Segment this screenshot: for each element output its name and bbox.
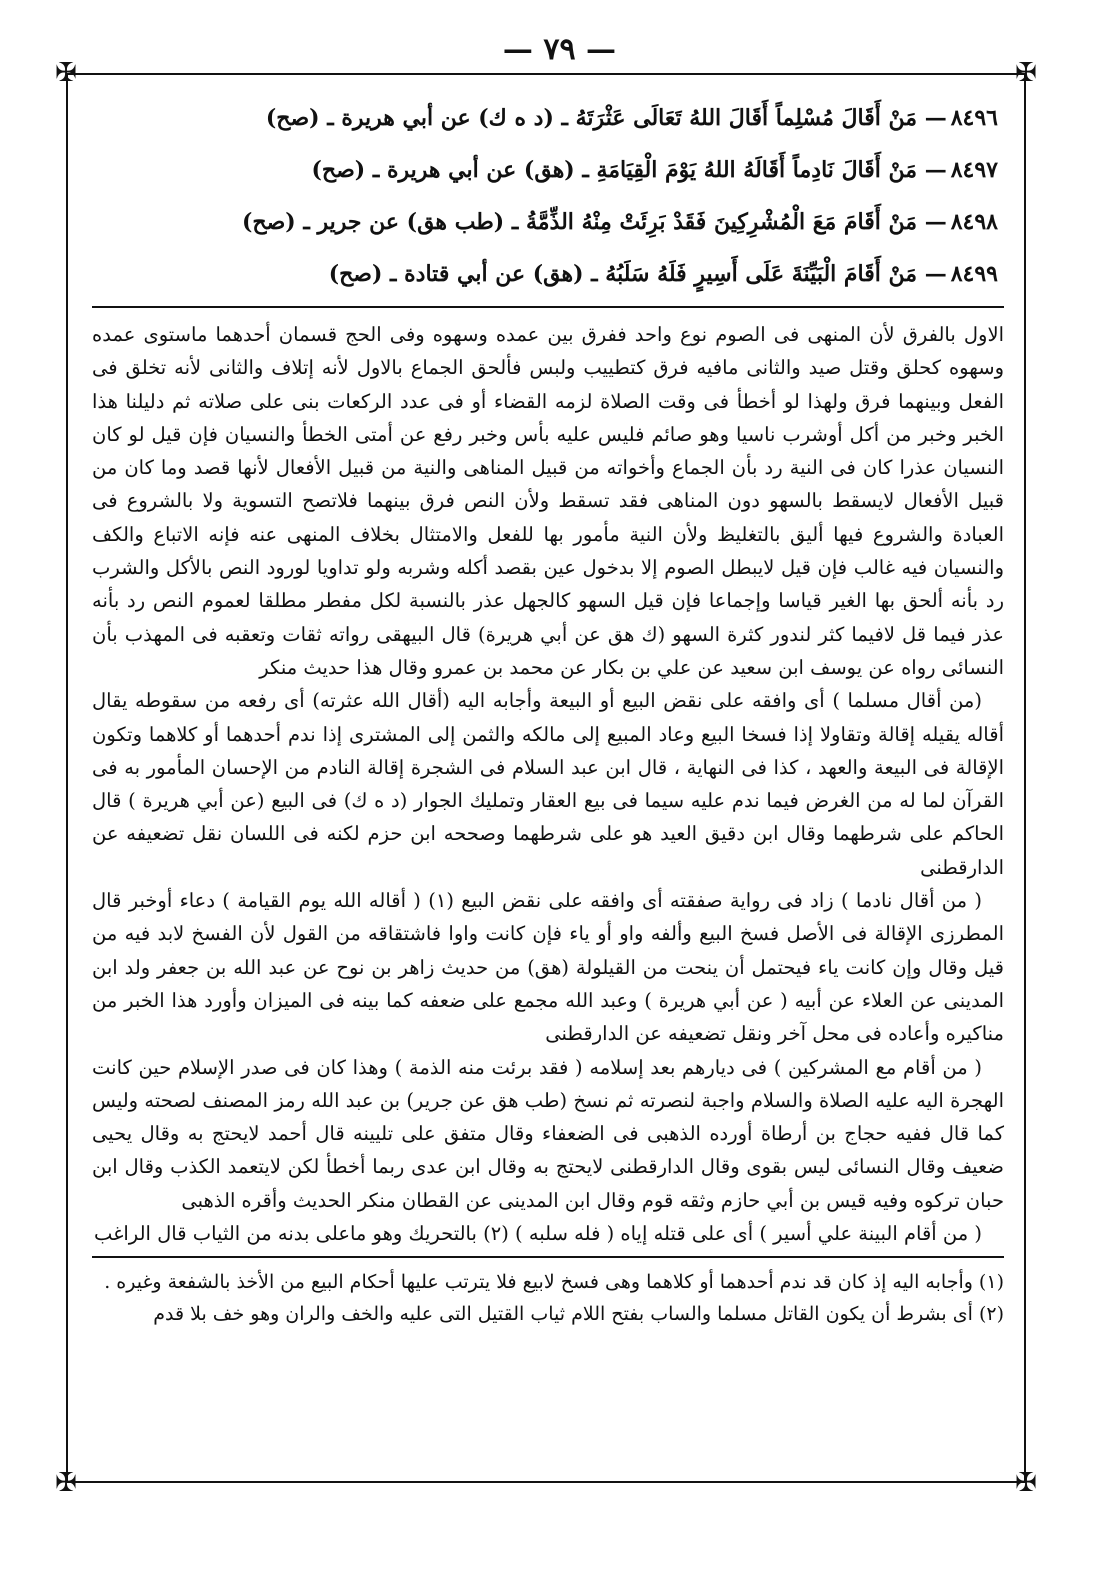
- commentary-paragraph: ( من أقام البينة علي أسير ) أى على قتله إياه ( فله سلبه ) (٢) بالتحريك وهو ماعلى بدنه من الثياب قال الراغب: [94, 1222, 982, 1246]
- commentary-paragraph: ( من أقام مع المشركين ) فى ديارهم بعد إسلامه ( فقد برئت منه الذمة ) وهذا كان فى صدر الإسلام حين كانت الهجرة اليه عليه الصلاة والسلام واجبة لنصرته ثم نسخ (طب هق عن جرير) بن عبد الله رمز المصنف لصحته وليس كما قال ففيه حجاج بن أرطاة أورده الذهبى فى الضعفاء وقال متفق على تليينه قال أحمد لايحتج به وقال يحيى ضعيف وقال النسائى ليس بقوى وقال الدارقطنى لايحتج به وقال ابن عدى ربما أخطأ لكن لايتعمد الكذب وقال ابن حبان تركوه وفيه قيس بن أبي حازم وثقه قوم وقال ابن المدينى عن القطان منكر الحديث وأقره الذهبى: [92, 1055, 1004, 1212]
- page-content: [92, 92, 1004, 1330]
- corner-ornament-icon: ✠: [1015, 58, 1037, 88]
- page-number: — ٧٩ —: [502, 32, 617, 67]
- footnotes-section: [92, 1266, 1004, 1330]
- hadith-entry: [92, 248, 1004, 300]
- hadith-entry: [92, 144, 1004, 196]
- hadith-number: ٨٤٩٨: [950, 209, 998, 235]
- footnote-divider: [92, 1256, 1004, 1258]
- commentary-paragraph: ( من أقال نادما ) زاد فى رواية صفقته أى وافقه على نقض البيع (١) ( أقاله الله يوم القيامة ) دعاء أوخبر قال المطرزى الإقالة فى الأصل فسخ البيع وألفه واو أو ياء فإن كانت واوا فاشتقاقه من القول لأن الفسخ لابد فيه من قيل وقال وإن كانت ياء فيحتمل أن ينحت من القيلولة (هق) من حديث زاهر بن نوح عن عبد الله بن جعفر ولد ابن المدينى عن العلاء عن أبيه ( عن أبي هريرة ) وعبد الله مجمع على ضعفه كما بينه فى الميزان وأورد هذا الخبر من مناكيره وأعاده فى محل آخر ونقل تضعيفه عن الدارقطنى: [92, 889, 1004, 1046]
- hadith-list: [92, 92, 1004, 300]
- footnote: (١) وأجابه اليه إذ كان قد ندم أحدهما أو كلاهما وهى فسخ لابيع فلا يترتب عليها أحكام البيع من الأخذ بالشفعة وغيره .: [104, 1271, 1004, 1294]
- hadith-entry: [92, 92, 1004, 144]
- commentary-section: [92, 318, 1004, 1250]
- corner-ornament-icon: ✠: [55, 1468, 77, 1498]
- footnote: (٢) أى بشرط أن يكون القاتل مسلما والساب بفتح اللام ثياب القتيل التى عليه والخف والران وهو خف بلا قدم: [153, 1303, 1004, 1326]
- section-divider: [92, 306, 1004, 308]
- hadith-number: ٨٤٩٩: [950, 261, 998, 287]
- hadith-text: — مَنْ أَقَامَ الْبَيِّنَةَ عَلَى أَسِيرٍ فَلَهُ سَلَبُهُ ـ (هق) عن أبي قتادة ـ (صح): [328, 261, 947, 287]
- hadith-entry: [92, 196, 1004, 248]
- hadith-text: — مَنْ أَقَالَ نَادِماً أَقَالَهُ اللهُ يَوْمَ الْقِيَامَةِ ـ (هق) عن أبي هريرة ـ (صح): [311, 157, 947, 183]
- hadith-number: ٨٤٩٦: [950, 105, 998, 131]
- hadith-text: — مَنْ أَقَامَ مَعَ الْمُشْرِكِينَ فَقَدْ بَرِئَتْ مِنْهُ الذِّمَّةُ ـ (طب هق) عن جرير ـ (صح): [242, 209, 947, 235]
- commentary-paragraph: (من أقال مسلما ) أى وافقه على نقض البيع أو البيعة وأجابه اليه (أقال الله عثرته) أى رفعه من سقوطه يقال أقاله يقيله إقالة وتقاولا إذا فسخا البيع وعاد المبيع إلى مالكه والثمن إلى المشترى إذا ندم أحدهما أو كلاهما وتكون الإقالة فى البيعة والعهد ، كذا فى النهاية ، قال ابن عبد السلام فى الشجرة إقالة النادم من الإحسان المأمور به فى القرآن لما له من الغرض فيما ندم عليه سيما فى بيع العقار وتمليك الجوار (د ه ك) فى البيع (عن أبي هريرة ) قال الحاكم على شرطهما وقال ابن دقيق العيد هو على شرطهما وصححه ابن حزم لكنه فى اللسان نقل تضعيفه عن الدارقطنى: [92, 689, 1004, 879]
- hadith-number: ٨٤٩٧: [950, 157, 998, 183]
- corner-ornament-icon: ✠: [1015, 1468, 1037, 1498]
- commentary-paragraph: الاول بالفرق لأن المنهى فى الصوم نوع واحد ففرق بين عمده وسهوه وفى الحج قسمان أحدهما ماستوى عمده وسهوه كحلق وقتل صيد والثانى مافيه فرق كتطييب ولبس فألحق الجماع بالاول لأنه إتلاف والثانى لأنه تخلق فى الفعل وبينهما فرق ولهذا لو أخطأ فى وقت الصلاة لزمه القضاء أو فى عدد الركعات بنى على صلاته ثم دليلنا هذا الخبر وخبر من أكل أوشرب ناسيا وهو صائم فليس عليه بأس وخبر رفع عن أمتى الخطأ والنسيان فإن قيل لو كان النسيان عذرا كان فى النية رد بأن الجماع وأخواته من قبيل المناهى والنية من قبيل الأفعال لأنها قصد وما كان من قبيل الأفعال لايسقط بالسهو دون المناهى فقد تسقط ولأن النص فرق بينهما فلاتصح التسوية ولا بالشروع فى العبادة والشروع فيها أليق بالتغليظ ولأن النية مأمور بها للفعل والامتثال بخلاف المنهى عنه فإنه الاتباع والكف والنسيان فيه غالب فإن قيل لايبطل الصوم إلا بدخول عين بقصد أكله وشربه ولو تداويا لورود النص بالأكل والشرب رد بأنه ألحق بها الغير قياسا وإجماعا فإن قيل السهو كالجهل عذر بالنسبة لكل مفطر مطلقا لعموم النص رد بأنه عذر فيما قل لافيما كثر لندور كثرة السهو (ك هق عن أبي هريرة) قال البيهقى رواته ثقات وتعقبه فى المهذب بأن النسائى رواه عن يوسف ابن سعيد عن علي بن بكار عن محمد بن عمرو وقال هذا حديث منكر: [92, 323, 1004, 679]
- hadith-text: — مَنْ أَقَالَ مُسْلِماً أَقَالَ اللهُ تَعَالَى عَثْرَتَهُ ـ (د ه ك) عن أبي هريرة ـ (صح): [265, 105, 947, 131]
- corner-ornament-icon: ✠: [55, 58, 77, 88]
